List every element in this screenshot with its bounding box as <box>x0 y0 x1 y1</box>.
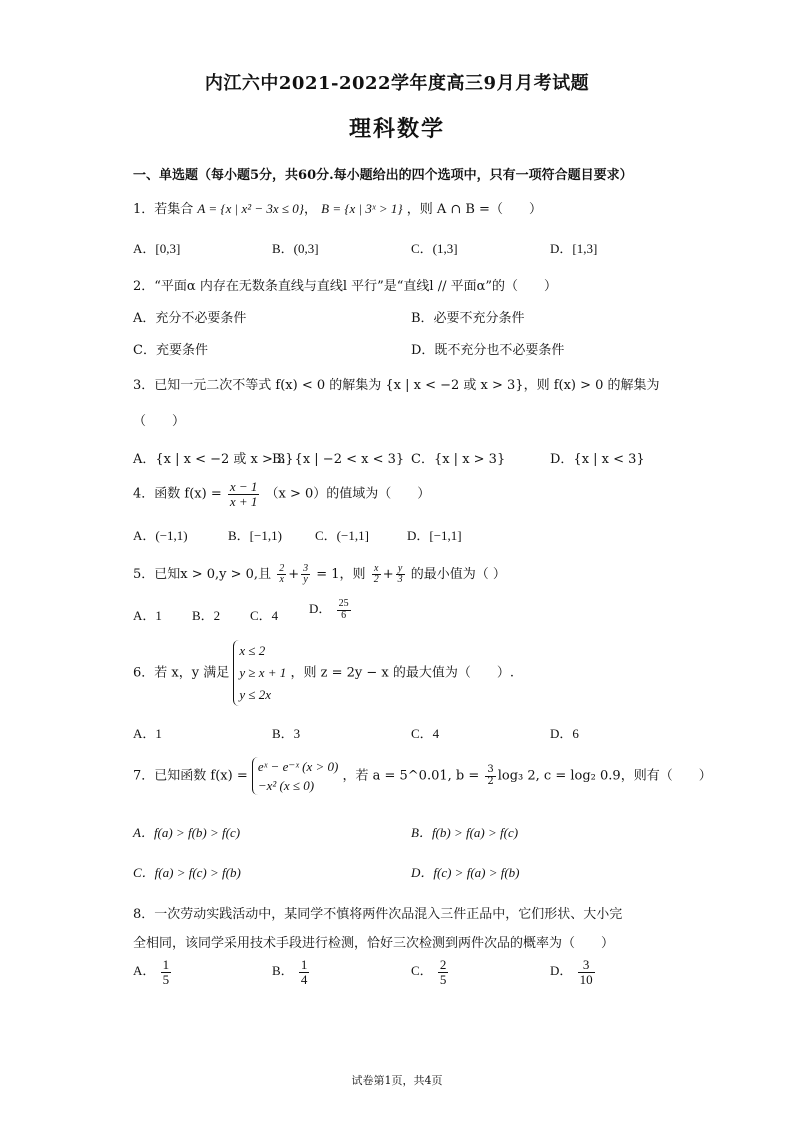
q5-option-d[interactable]: D． $\frac{25}{6}$ <box>309 598 349 621</box>
question-4-stem: 4．函数 f(x) = $\frac{x - 1}{x + 1}$ （x > 0）的值域为（ ） <box>133 479 431 509</box>
question-1-stem: 1．若集合 A = {x | x² − 3x ≤ 0}， B = {x | 3ˣ > 1} ，则 A ∩ B =（ ） <box>133 201 542 217</box>
subject-title: 理科数学 <box>348 116 445 142</box>
q6-constraints: x ≤ 2 y ≥ x + 1 y ≤ 2x <box>233 640 286 706</box>
q7-option-a[interactable]: A．f(a) > f(b) > f(c) <box>133 825 241 840</box>
q5-option-c[interactable]: C．4 <box>250 608 279 623</box>
q3-option-a[interactable]: A．{x | x < −2 或 x > 3} <box>133 452 294 467</box>
question-6-stem: 6．若 x，y 满足 x ≤ 2 y ≥ x + 1 y ≤ 2x ，则 z = 2y − x 的最大值为（ ）. <box>133 640 514 706</box>
q3-option-d[interactable]: D．{x | x < 3} <box>550 452 645 467</box>
q3-option-b[interactable]: B．{x | −2 < x < 3} <box>272 452 405 467</box>
question-2-stem: 2．“平面α 内存在无数条直线与直线l 平行”是“直线l // 平面α”的（ ） <box>133 279 558 294</box>
q7-option-b[interactable]: B．f(b) > f(a) > f(c) <box>411 825 519 840</box>
q7-option-c[interactable]: C．f(a) > f(c) > f(b) <box>133 865 241 880</box>
q6-option-d[interactable]: D．6 <box>550 726 579 741</box>
set-a: A = {x | x² − 3x ≤ 0} <box>197 201 304 216</box>
q1-option-b[interactable]: B．(0,3] <box>272 241 319 256</box>
q7-piecewise: eˣ − e⁻ˣ (x > 0) −x² (x ≤ 0) <box>252 757 338 795</box>
q2-option-c[interactable]: C．充要条件 <box>133 343 208 358</box>
q8-option-d[interactable]: D． $\frac{3}{10}$ <box>550 957 593 987</box>
q4-fraction: $\frac{x - 1}{x + 1}$ <box>229 479 258 509</box>
q5-option-a[interactable]: A．1 <box>133 608 162 623</box>
question-7-stem: 7．已知函数 f(x) = eˣ − e⁻ˣ (x > 0) −x² (x ≤ 0) ，若 a = 5^0.01, b = $\frac{3}{2}$ log₃ 2, c = log₂ 0.9，则有（ ） <box>133 759 712 793</box>
q1-option-a[interactable]: A．[0,3] <box>133 241 181 256</box>
q8-option-a[interactable]: A． $\frac{1}{5}$ <box>133 957 170 987</box>
question-3-paren: （ ） <box>133 414 186 429</box>
q2-option-b[interactable]: B．必要不充分条件 <box>411 311 525 326</box>
q4-option-b[interactable]: B．[−1,1) <box>228 528 282 543</box>
q7-option-d[interactable]: D．f(c) > f(a) > f(b) <box>411 865 520 880</box>
question-3-stem: 3．已知一元二次不等式 f(x) < 0 的解集为 {x | x < −2 或 x > 3}，则 f(x) > 0 的解集为 <box>133 378 660 393</box>
q4-option-c[interactable]: C．(−1,1] <box>315 528 369 543</box>
question-5-stem: 5．已知x > 0,y > 0,且 $\frac{2}{x}$ + $\frac{3}{y}$ = 1，则 $\frac{x}{2}$ + $\frac{y}{3}$ 的最小值为（ ） <box>133 562 506 585</box>
q2-option-d[interactable]: D．既不充分也不必要条件 <box>411 343 565 358</box>
q6-option-c[interactable]: C．4 <box>411 726 440 741</box>
q4-option-d[interactable]: D．[−1,1] <box>407 528 462 543</box>
q6-option-b[interactable]: B．3 <box>272 726 301 741</box>
exam-title: 内江六中2021-2022学年度高三9月月考试题 <box>204 73 590 94</box>
q1-option-c[interactable]: C．(1,3] <box>411 241 458 256</box>
question-8-line2: 全相同，该同学采用技术手段进行检测，恰好三次检测到两件次品的概率为（ ） <box>133 936 615 951</box>
q3-option-c[interactable]: C．{x | x > 3} <box>411 452 506 467</box>
q4-option-a[interactable]: A．(−1,1) <box>133 528 188 543</box>
q5-option-b[interactable]: B．2 <box>192 608 221 623</box>
question-8-line1: 8．一次劳动实践活动中，某同学不慎将两件次品混入三件正品中，它们形状、大小完 <box>133 907 623 922</box>
section-heading: 一、单选题（每小题5分，共60分.每小题给出的四个选项中，只有一项符合题目要求） <box>133 168 633 183</box>
q2-option-a[interactable]: A．充分不必要条件 <box>133 311 247 326</box>
q1-option-d[interactable]: D．[1,3] <box>550 241 598 256</box>
q8-option-b[interactable]: B． $\frac{1}{4}$ <box>272 957 308 987</box>
set-b: B = {x | 3ˣ > 1} <box>321 201 403 216</box>
q6-option-a[interactable]: A．1 <box>133 726 162 741</box>
page-footer: 试卷第1页，共4页 <box>351 1074 443 1087</box>
q8-option-c[interactable]: C． $\frac{2}{5}$ <box>411 957 447 987</box>
